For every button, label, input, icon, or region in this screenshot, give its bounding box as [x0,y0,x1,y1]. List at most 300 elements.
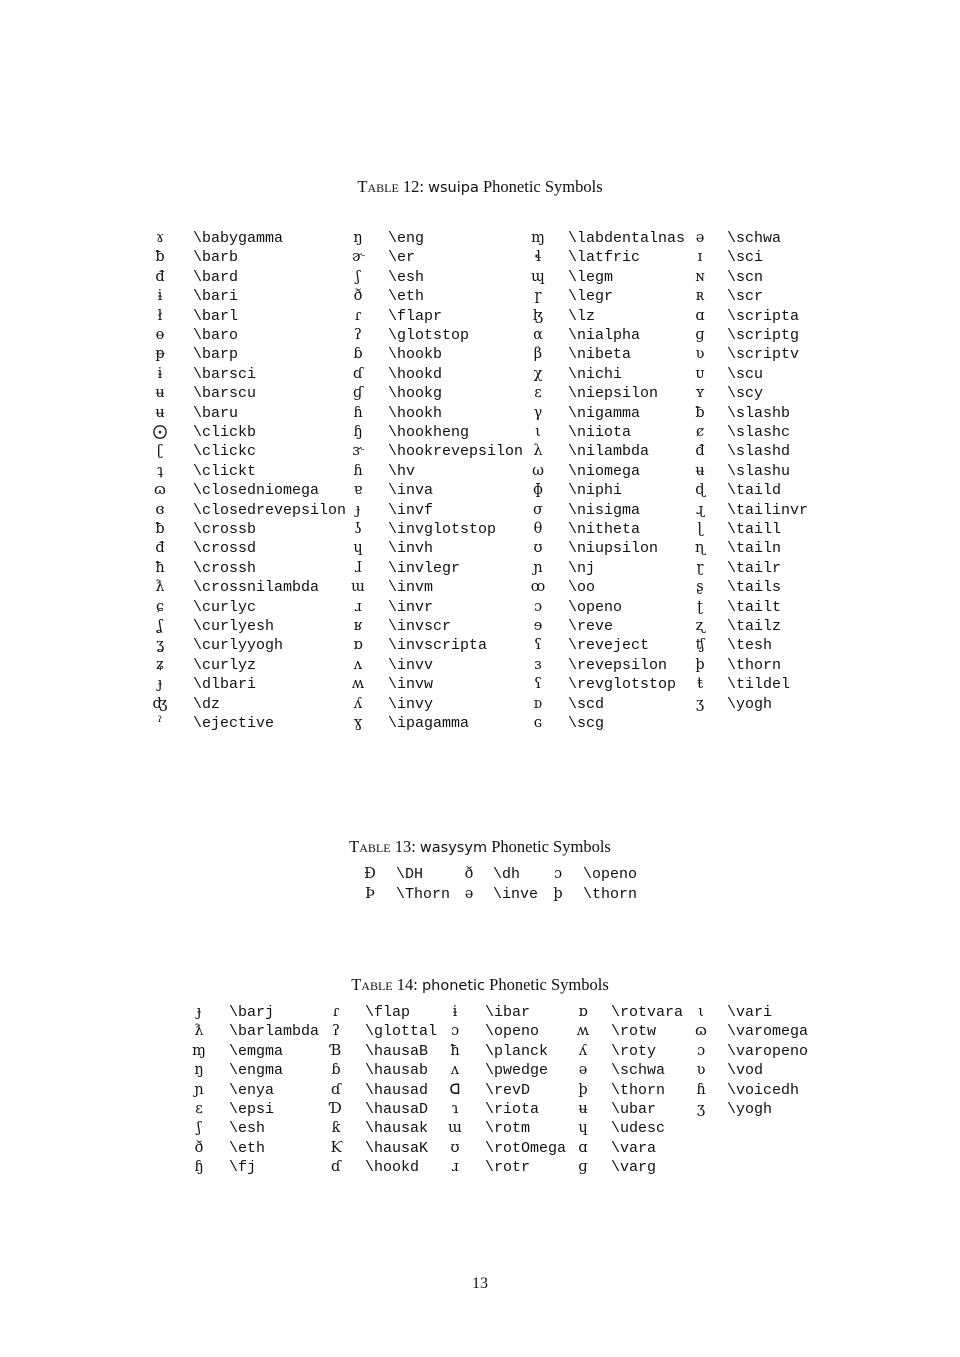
symbol-glyph: ʎ [578,1042,588,1059]
symbol-glyph: ɴ [695,268,705,285]
symbol-command: \nialpha [568,327,641,344]
symbol-glyph: ɥ [353,540,363,557]
symbol-glyph: ɧ [194,1159,204,1176]
symbol-glyph: Ɓ [330,1042,342,1059]
symbol-glyph: ɱ [192,1042,206,1059]
symbol-command: \scr [727,288,764,306]
symbol-command: \thorn [611,1081,666,1099]
symbol-glyph: ɗ [353,365,363,382]
table13-caption [0,837,960,857]
symbol-glyph: ɟ [355,501,361,518]
symbol-command: \scd [568,695,605,713]
symbol-glyph: γ [533,404,543,421]
symbol-glyph: ɺ [354,559,362,576]
symbol-glyph: ʃ [356,268,360,285]
symbol-glyph: ð [194,1139,204,1156]
symbol-command: \hookg [388,385,443,403]
symbol-glyph: þ [695,656,705,673]
symbol-command: \clickb [193,424,257,441]
symbol-glyph: ɦ [696,1081,706,1098]
symbol-command: \invm [388,579,434,597]
symbol-command: \revglotstop [568,676,677,694]
symbol-glyph: ʖ [354,521,362,537]
symbol-glyph: Þ [365,886,375,902]
symbol-glyph: ⨀ [152,424,168,440]
symbol-command: \crossnilambda [193,579,320,597]
symbol-command: \invv [388,656,434,674]
symbol-glyph: σ [533,501,543,518]
symbol-command: \niomega [568,462,641,480]
symbol-command: \legm [568,268,614,286]
symbol-glyph: ʓ [155,637,165,654]
symbol-glyph: ɔ [553,866,563,882]
symbol-glyph: ɒ [353,637,363,654]
symbol-command: \curlyesh [193,618,275,635]
symbol-command: \riota [485,1101,540,1118]
symbol-glyph: ɖ [695,482,705,499]
symbol-glyph: þ [553,886,563,902]
symbol-command: \revD [485,1081,531,1099]
symbol-glyph: ɠ [353,385,363,402]
symbol-glyph: ʔ [354,327,362,343]
symbol-command: \invglotstop [388,521,497,538]
symbol-glyph: ɔ [696,1042,706,1059]
symbol-command: \inva [388,482,434,500]
symbol-command: \tailn [727,540,782,558]
symbol-command: \reve [568,618,614,635]
symbol-command: \closedrevepsilon [193,501,347,519]
symbol-glyph: ɹ [354,598,362,615]
symbol-command: \eng [388,230,425,247]
symbol-command: \rotm [485,1120,531,1138]
symbol-glyph: ɝ [352,443,364,460]
symbol-command: \tailr [727,559,782,577]
symbol-command: \slashu [727,462,791,480]
symbol-command: \nisigma [568,501,641,519]
symbol-glyph: β [533,346,543,363]
symbol-glyph: ɳ [694,540,706,557]
symbol-command: \ibar [485,1004,531,1021]
symbol-command: \epsi [229,1101,275,1118]
symbol-command: \invy [388,695,434,713]
table12-caption [0,177,960,197]
symbol-command: \flap [365,1004,411,1021]
symbol-glyph: ɲ [194,1081,204,1098]
symbol-command: \taill [727,521,782,538]
symbol-glyph: ʂ [696,579,704,596]
symbol-glyph: ʕ [534,637,542,654]
symbol-command: \enya [229,1081,275,1099]
symbol-glyph: ɟ [196,1004,202,1020]
symbol-glyph: ƀ [695,404,705,421]
symbol-glyph: đ [155,268,165,285]
symbol-command: \rotOmega [485,1139,567,1157]
symbol-command: \dz [193,695,221,713]
symbol-glyph: ˀ [157,715,163,731]
symbol-glyph: ɧ [353,424,363,440]
symbol-command: \tails [727,579,782,597]
symbol-command: \hausak [365,1120,429,1138]
symbol-command: \barl [193,307,239,325]
symbol-command: \eth [388,288,425,306]
table12-label: Table 12: [357,177,424,196]
symbol-command: \invf [388,501,434,519]
symbol-glyph: ʌ [353,656,363,673]
symbol-glyph: ʍ [351,676,365,693]
symbol-glyph: ɷ [154,482,166,499]
symbol-command: \emgma [229,1042,284,1060]
table13-title: Phonetic Symbols [491,837,611,856]
symbol-glyph: ʊ [450,1139,460,1156]
symbol-command: \scripta [727,307,800,325]
symbol-command: \invscr [388,618,452,635]
symbol-command: \thorn [583,886,638,903]
symbol-command: \niepsilon [568,385,659,403]
symbol-glyph: ι [535,424,541,440]
symbol-command: \invw [388,676,434,694]
symbol-glyph: ɣ [353,715,363,731]
symbol-glyph: ʀ [695,288,705,305]
symbol-command: \voicedh [727,1081,800,1099]
symbol-command: \curlyc [193,598,257,616]
symbol-glyph: ɲ [533,559,543,576]
symbol-command: \Thorn [396,886,451,903]
symbol-glyph: ʈ [697,598,703,615]
symbol-glyph: Ð [364,866,376,882]
symbol-glyph: ɘ [533,618,543,634]
page-number: 13 [472,1275,488,1292]
symbol-glyph: Ɗ [330,1101,342,1117]
table14-package: phonetic [421,978,486,994]
symbol-command: \taild [727,482,782,500]
symbol-command: \rotvara [611,1004,684,1021]
symbol-command: \schwa [727,230,782,247]
symbol-glyph: ε [534,385,542,402]
symbol-glyph: ŋ [353,230,363,246]
symbol-command: \inve [493,886,539,903]
symbol-command: \hausaK [365,1139,429,1157]
symbol-glyph: λ [533,443,543,460]
symbol-command: \dh [493,866,521,883]
symbol-command: \slashb [727,404,791,422]
symbol-glyph: đ [155,540,165,557]
symbol-command: \yogh [727,1101,773,1118]
symbol-command: \thorn [727,656,782,674]
symbol-command: \slashd [727,443,791,461]
symbol-command: \scriptv [727,346,800,364]
symbol-command: \nitheta [568,521,641,538]
symbol-glyph: ʊ [533,540,543,557]
table12-title: Phonetic Symbols [482,177,603,196]
symbol-command: \curlyyogh [193,637,284,655]
symbol-command: \crossb [193,521,257,538]
symbol-command: \hookh [388,404,443,422]
symbol-glyph: ᴅ [533,695,543,712]
symbol-glyph: ɡ [695,327,705,343]
symbol-glyph: θ [533,521,543,537]
symbol-glyph: ɤ [155,230,165,246]
symbol-command: \nj [568,559,596,577]
symbol-command: \nichi [568,365,623,383]
symbol-glyph: ɗ [331,1159,341,1176]
symbol-glyph: ʉ [695,462,705,479]
symbol-glyph: ɐ [353,482,363,499]
table14-label: Table 14: [351,975,418,994]
symbol-glyph: ʁ [353,618,363,634]
symbol-command: \labdentalnas [568,230,686,247]
symbol-glyph: ɑ [695,307,705,324]
symbol-glyph: ʉ [155,385,165,402]
symbol-command: \barsci [193,365,257,383]
symbol-glyph: ɪ [697,249,703,266]
symbol-glyph: α [533,327,543,343]
symbol-command: \baro [193,327,239,344]
symbol-command: \openo [568,598,623,616]
symbol-command: \niupsilon [568,540,659,558]
symbol-glyph: ʤ [152,695,168,712]
symbol-command: \esh [229,1120,266,1138]
symbol-glyph: ᵽ [155,346,165,363]
symbol-glyph: ʒ [695,695,705,712]
symbol-glyph: ħ [155,559,165,576]
symbol-glyph: ɷ [695,1023,707,1040]
symbol-glyph: ɔ [450,1023,460,1040]
symbol-command: \tailz [727,618,782,635]
symbol-command: \sci [727,249,764,267]
symbol-command: \slashc [727,424,791,441]
symbol-command: \yogh [727,695,773,713]
symbol-glyph: ʑ [155,656,165,673]
symbol-command: \varopeno [727,1042,809,1060]
symbol-glyph: ŧ [697,676,703,693]
symbol-command: \tailt [727,598,782,616]
symbol-glyph: ʒ [696,1101,706,1117]
symbol-command: \openo [583,866,638,883]
symbol-glyph: ʌ [450,1062,460,1079]
symbol-glyph: ɯ [351,579,365,596]
symbol-command: \hookb [388,346,443,364]
symbol-glyph: ᗡ [449,1081,461,1098]
symbol-glyph: ꝏ [530,579,546,596]
symbol-glyph: ə [695,230,705,246]
symbol-command: \baru [193,404,239,422]
table14-title: Phonetic Symbols [489,975,609,994]
symbol-command: \barp [193,346,239,364]
symbol-command: \revepsilon [568,656,668,674]
symbol-command: \udesc [611,1120,666,1138]
symbol-glyph: ᴜ [695,365,705,382]
symbol-glyph: ə [578,1062,588,1079]
symbol-command: \er [388,249,416,267]
symbol-command: \bard [193,268,239,286]
symbol-command: \hv [388,462,416,480]
symbol-glyph: ε [195,1101,203,1117]
symbol-glyph: Ƙ [330,1139,342,1156]
symbol-glyph: ʋ [695,346,705,363]
symbol-command: \barj [229,1004,275,1021]
symbol-glyph: ɸ [532,482,544,499]
symbol-command: \hookrevepsilon [388,443,524,461]
symbol-command: \vari [727,1004,773,1021]
symbol-command: \barb [193,249,239,267]
symbol-glyph: ɓ [353,346,363,363]
symbol-glyph: ɿ [451,1101,459,1117]
symbol-glyph: ħ [450,1042,460,1059]
symbol-glyph: ɡ [578,1159,588,1176]
symbol-command: \bari [193,288,239,306]
symbol-command: \niphi [568,482,623,500]
symbol-command: \openo [485,1023,540,1041]
symbol-glyph: ɨ [157,365,163,382]
symbol-glyph: ɢ [533,715,543,731]
symbol-command: \vara [611,1139,657,1157]
symbol-command: \esh [388,268,425,286]
symbol-glyph: ð [353,288,363,305]
symbol-glyph: χ [533,365,543,382]
symbol-command: \tailinvr [727,501,809,519]
symbol-command: \ubar [611,1101,657,1118]
symbol-glyph: ʗ [156,443,164,460]
symbol-glyph: ʉ [155,404,165,421]
symbol-command: \scg [568,715,605,732]
symbol-command: \reveject [568,637,650,655]
symbol-glyph: ɵ [155,327,165,343]
symbol-command: \glottal [365,1023,438,1041]
symbol-glyph: ɰ [531,268,545,285]
symbol-glyph: ȼ [695,424,705,440]
symbol-glyph: ʔ [332,1023,340,1040]
table13-package: wasysym [419,840,488,856]
symbol-command: \nigamma [568,404,641,422]
symbol-glyph: ɾ [354,307,362,324]
symbol-glyph: ɯ [448,1120,462,1137]
symbol-command: \DH [396,866,424,883]
symbol-command: \invr [388,598,434,616]
symbol-command: \scy [727,385,764,403]
symbol-command: \hookd [388,365,443,383]
symbol-glyph: ƀ [155,249,165,266]
symbol-glyph: ɞ [155,501,165,518]
symbol-command: \clickt [193,462,257,480]
symbol-command: \legr [568,288,614,306]
symbol-glyph: ʏ [695,385,705,402]
symbol-glyph: ɻ [696,501,704,518]
symbol-command: \crossh [193,559,257,577]
symbol-command: \crossd [193,540,257,558]
symbol-glyph: þ [578,1081,588,1098]
symbol-command: \latfric [568,249,641,267]
symbol-command: \closedniomega [193,482,320,500]
symbol-glyph: ɾ [332,1004,340,1020]
symbol-glyph: ɹ [451,1159,459,1176]
symbol-glyph: ƙ [331,1120,341,1137]
symbol-command: \hausaD [365,1101,429,1118]
symbol-command: \babygamma [193,230,284,247]
symbol-glyph: ɓ [331,1062,341,1079]
table13-label: Table 13: [349,837,416,856]
symbol-command: \scn [727,268,764,286]
symbol-glyph: ʇ [157,462,163,479]
symbol-command: \pwedge [485,1062,549,1080]
symbol-glyph: ƀ [155,521,165,537]
symbol-command: \rotw [611,1023,657,1041]
symbol-glyph: ʕ [534,676,542,693]
symbol-glyph: ɥ [578,1120,588,1137]
symbol-glyph: ɱ [531,230,545,246]
symbol-glyph: ŋ [194,1062,204,1079]
symbol-command: \nibeta [568,346,632,364]
symbol-command: \nilambda [568,443,650,461]
symbol-command: \invscripta [388,637,488,655]
symbol-command: \roty [611,1042,657,1060]
symbol-glyph: ɜ [534,656,542,673]
symbol-command: \oo [568,579,596,597]
symbol-glyph: ʋ [696,1062,706,1079]
symbol-glyph: ɦ [353,404,363,421]
table14-caption [0,975,960,995]
symbol-glyph: ω [532,462,544,479]
symbol-command: \schwa [611,1062,666,1080]
symbol-command: \tildel [727,676,791,694]
symbol-command: \hausab [365,1062,429,1080]
symbol-glyph: ʐ [695,618,705,634]
symbol-command: \eth [229,1139,266,1157]
symbol-glyph: ɭ [697,521,703,537]
symbol-command: \planck [485,1042,549,1060]
symbol-glyph: ɑ [578,1139,588,1156]
symbol-command: \curlyz [193,656,257,674]
symbol-command: \invlegr [388,559,461,577]
symbol-command: \ejective [193,715,275,732]
symbol-glyph: ʧ [695,637,705,654]
symbol-command: \glotstop [388,327,470,344]
symbol-command: \niiota [568,424,632,441]
symbol-glyph: ɨ [452,1004,458,1020]
symbol-glyph: ɽ [696,559,704,576]
symbol-command: \fj [229,1159,257,1177]
symbol-command: \hausad [365,1081,429,1099]
symbol-glyph: ɼ [534,288,542,305]
symbol-glyph: ʃ [197,1120,201,1137]
symbol-command: \vod [727,1062,764,1080]
symbol-glyph: ι [698,1004,704,1020]
symbol-command: \flapr [388,307,443,325]
symbol-command: \barscu [193,385,257,403]
symbol-glyph: ɦ [353,462,363,479]
symbol-glyph: ɮ [532,307,544,324]
symbol-command: \lz [568,307,596,325]
symbol-glyph: ł [157,307,163,324]
symbol-command: \ipagamma [388,715,470,732]
symbol-command: \tesh [727,637,773,655]
symbol-command: \hookheng [388,424,470,441]
symbol-command: \varomega [727,1023,809,1041]
symbol-glyph: ʎ [353,695,363,712]
symbol-command: \scriptg [727,327,800,344]
symbol-command: \rotr [485,1159,531,1177]
symbol-glyph: ɔ [533,598,543,615]
symbol-glyph: ə [464,886,474,902]
symbol-glyph: ɬ [534,249,542,266]
symbol-glyph: ɒ [578,1004,588,1020]
symbol-glyph: ɕ [155,598,165,615]
symbol-glyph: ɨ [157,288,163,305]
symbol-glyph: ƛ [194,1023,204,1040]
symbol-command: \hausaB [365,1042,429,1060]
symbol-glyph: đ [695,443,705,460]
symbol-glyph: ɗ [331,1081,341,1098]
symbol-command: \hookd [365,1159,420,1177]
